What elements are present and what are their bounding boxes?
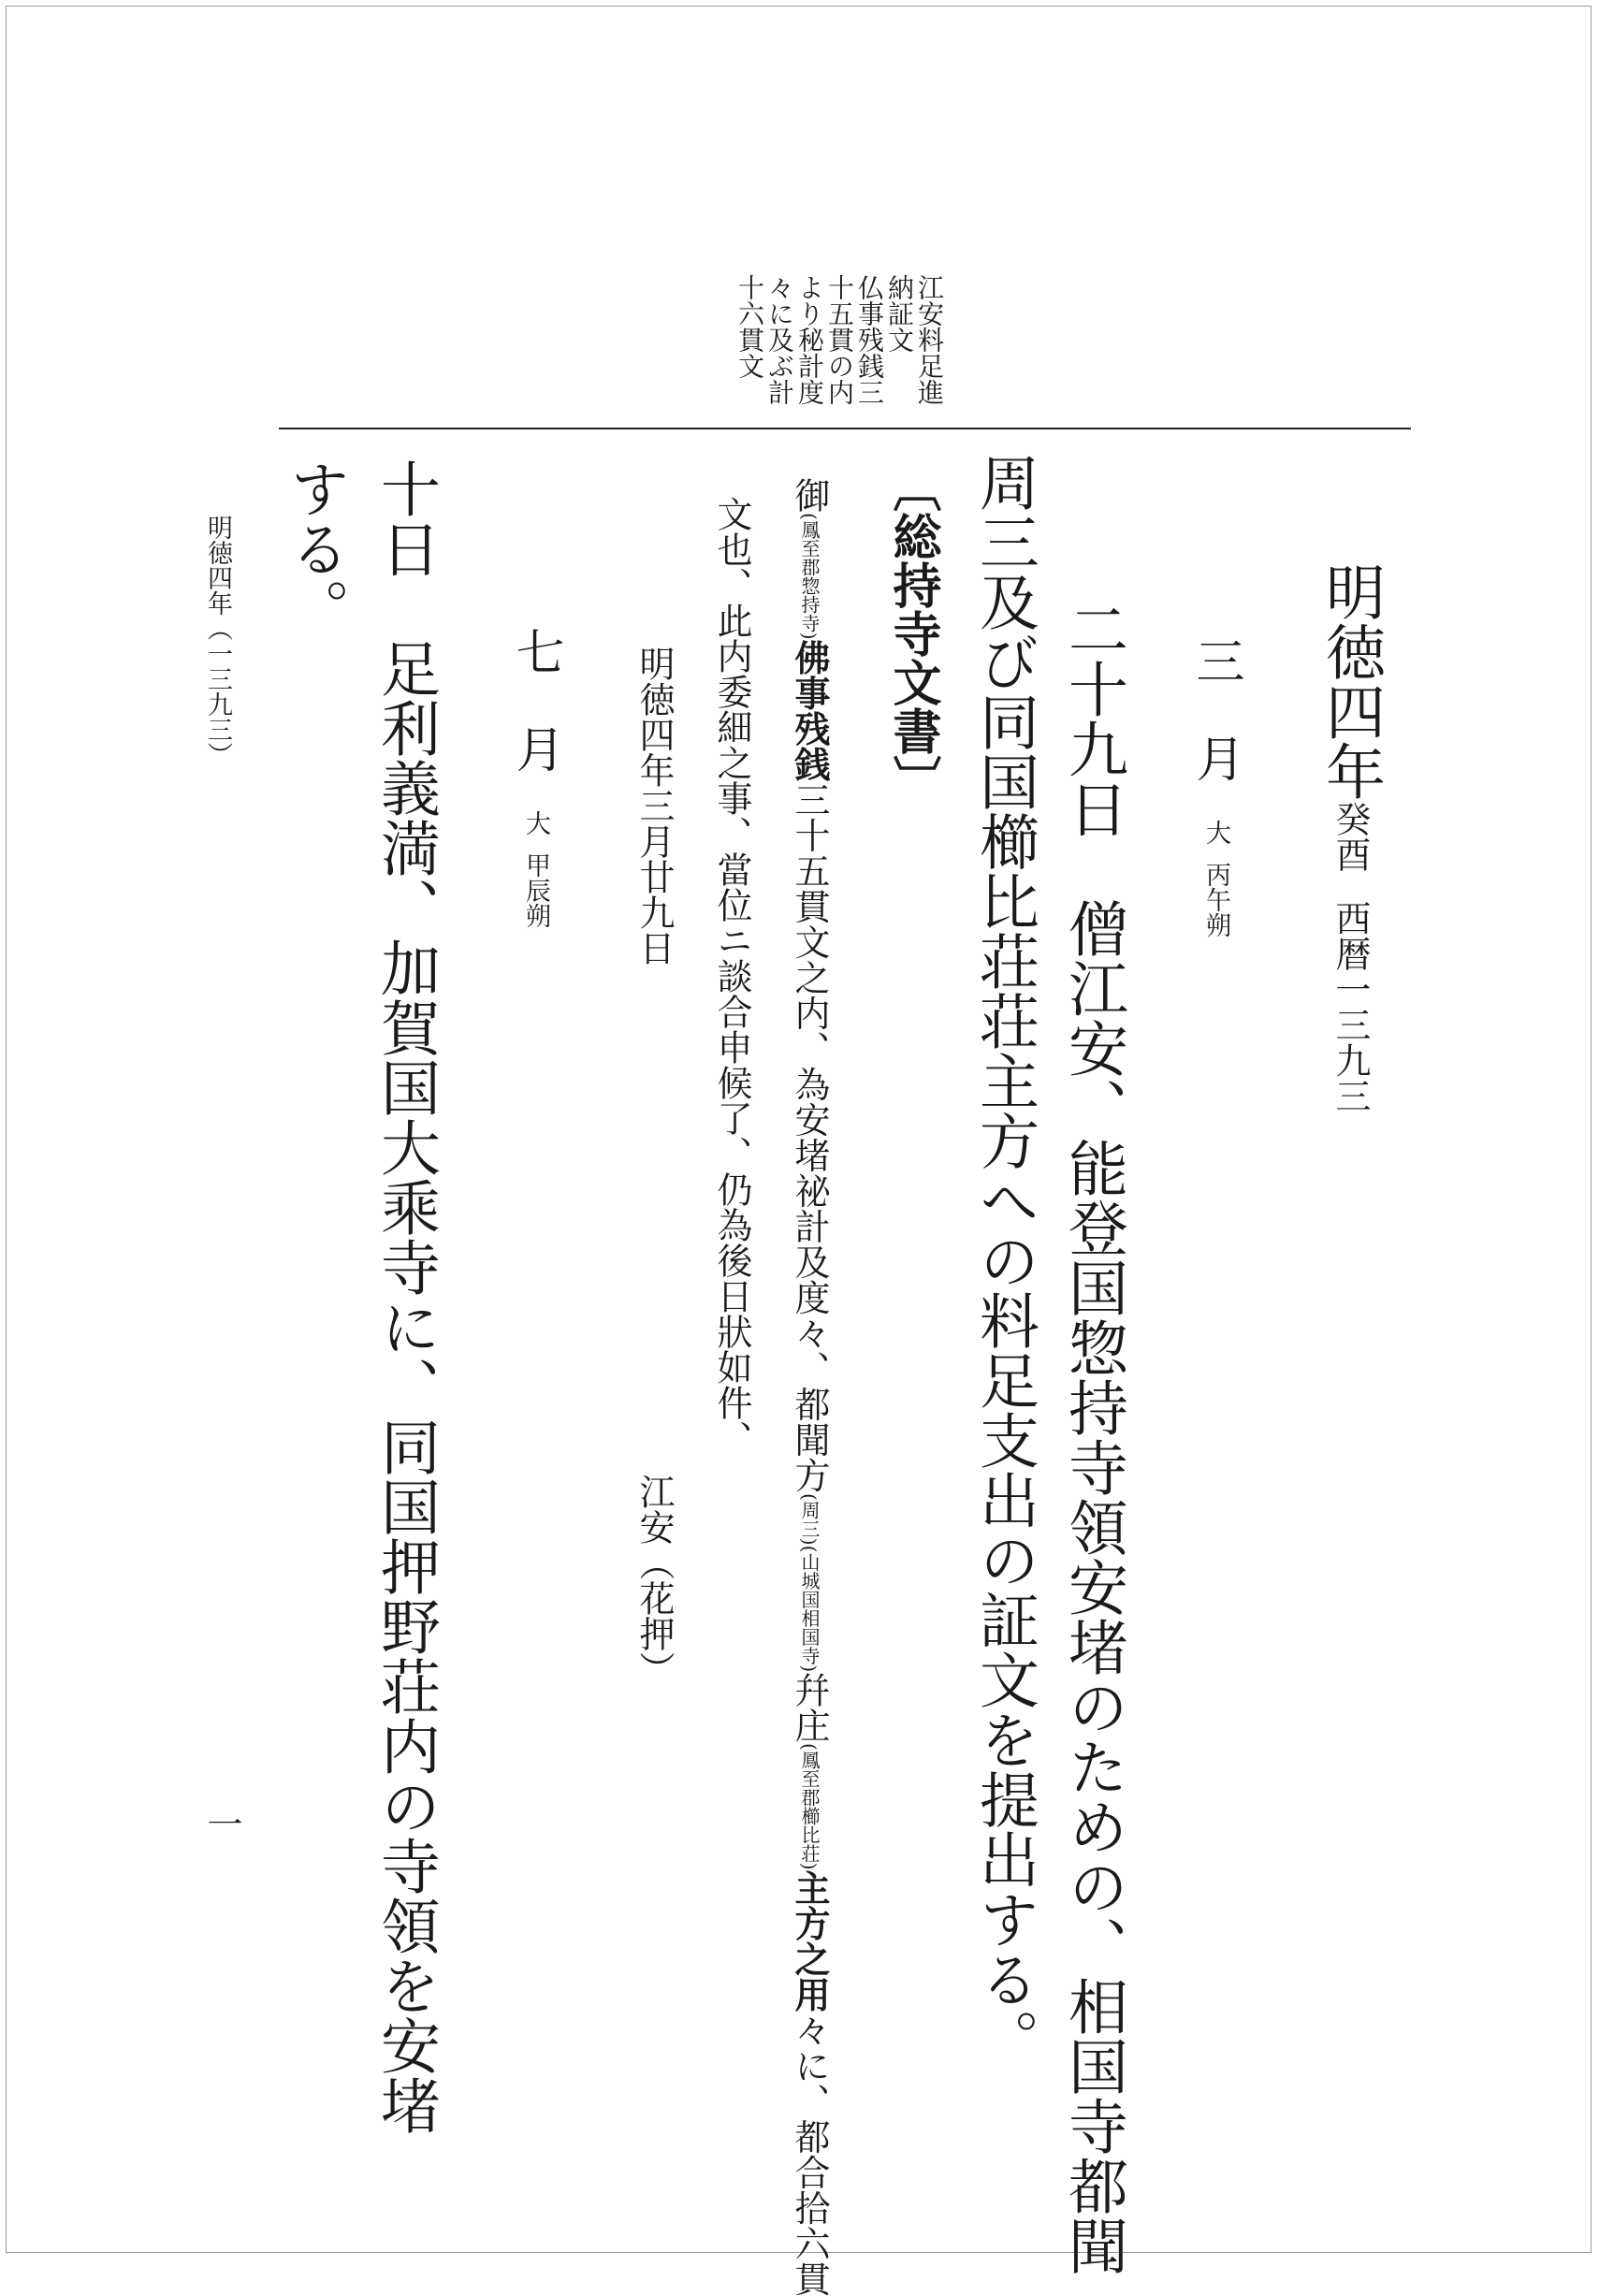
- year-heading: [1315, 561, 1386, 1113]
- month-size: 大: [1201, 820, 1230, 845]
- document-signer: 江安（花押）: [633, 1474, 675, 1687]
- doc-text: 々に、都合拾六貫: [789, 2012, 830, 2296]
- header-rule: [279, 428, 1411, 429]
- year-western: 西暦一三九三: [1330, 900, 1371, 1113]
- doc-bold-text: 佛事残銭: [789, 639, 831, 782]
- doc-text: 三十五貫文之内、為安堵祕計及度々、都聞方: [789, 781, 830, 1493]
- doc-annotation: (周三)(山城国相国寺): [798, 1492, 821, 1672]
- month-size: 大: [521, 810, 550, 836]
- entry-10-line2: する。: [280, 458, 349, 638]
- header-note-line: 十六貫文: [734, 274, 765, 379]
- doc-annotation: (鳳至郡惣持寺): [798, 513, 821, 640]
- document-line-1: [784, 477, 836, 2296]
- doc-bold-text: 主方之用: [789, 1869, 831, 2013]
- header-note-line: 江安料足進: [914, 274, 945, 405]
- month-first-day: 丙午朔: [1201, 862, 1230, 937]
- doc-prefix: 御: [789, 477, 830, 513]
- entry-29-line1: 二十九日 僧江安、能登国惣持寺領安堵のための、相国寺都聞: [1058, 599, 1127, 2275]
- year-ganshi: 癸酉: [1330, 801, 1371, 872]
- month-heading-july: [501, 627, 571, 928]
- header-note-line: 々に及ぶ計: [764, 274, 795, 405]
- entry-29-line2: 周三及び同国櫛比荘荘主方への料足支出の証文を提出する。: [969, 452, 1039, 2069]
- month-heading-march: [1181, 636, 1251, 937]
- document-line-2: 文也、此内委細之事、當位ニ談合申候了、仍為後日狀如件、: [711, 496, 752, 1456]
- header-note-line: 仏事残銭三: [854, 274, 885, 405]
- header-note: [734, 274, 944, 433]
- doc-annotation: (鳳至郡櫛比荘): [798, 1742, 821, 1870]
- month-label: 三 月: [1187, 636, 1243, 782]
- header-note-line: 十五貫の内: [824, 274, 855, 405]
- source-citation: 〔総持寺文書〕: [884, 463, 941, 804]
- header-note-line: 納証文: [884, 274, 915, 353]
- running-head: 明徳四年（一三九三）: [203, 515, 232, 767]
- month-label: 七 月: [507, 627, 563, 773]
- document-date: 明徳四年三月廿九日: [633, 646, 675, 966]
- entry-10-line1: 十日 足利義満、加賀国大乘寺に、同国押野荘内の寺領を安堵: [371, 458, 440, 2135]
- doc-text: 幷庄: [789, 1671, 830, 1743]
- month-first-day: 甲辰朔: [521, 852, 550, 928]
- year-title: 明徳四年: [1316, 561, 1385, 801]
- page-number: 一: [201, 1806, 242, 1841]
- header-note-line: より秘計度: [794, 274, 825, 405]
